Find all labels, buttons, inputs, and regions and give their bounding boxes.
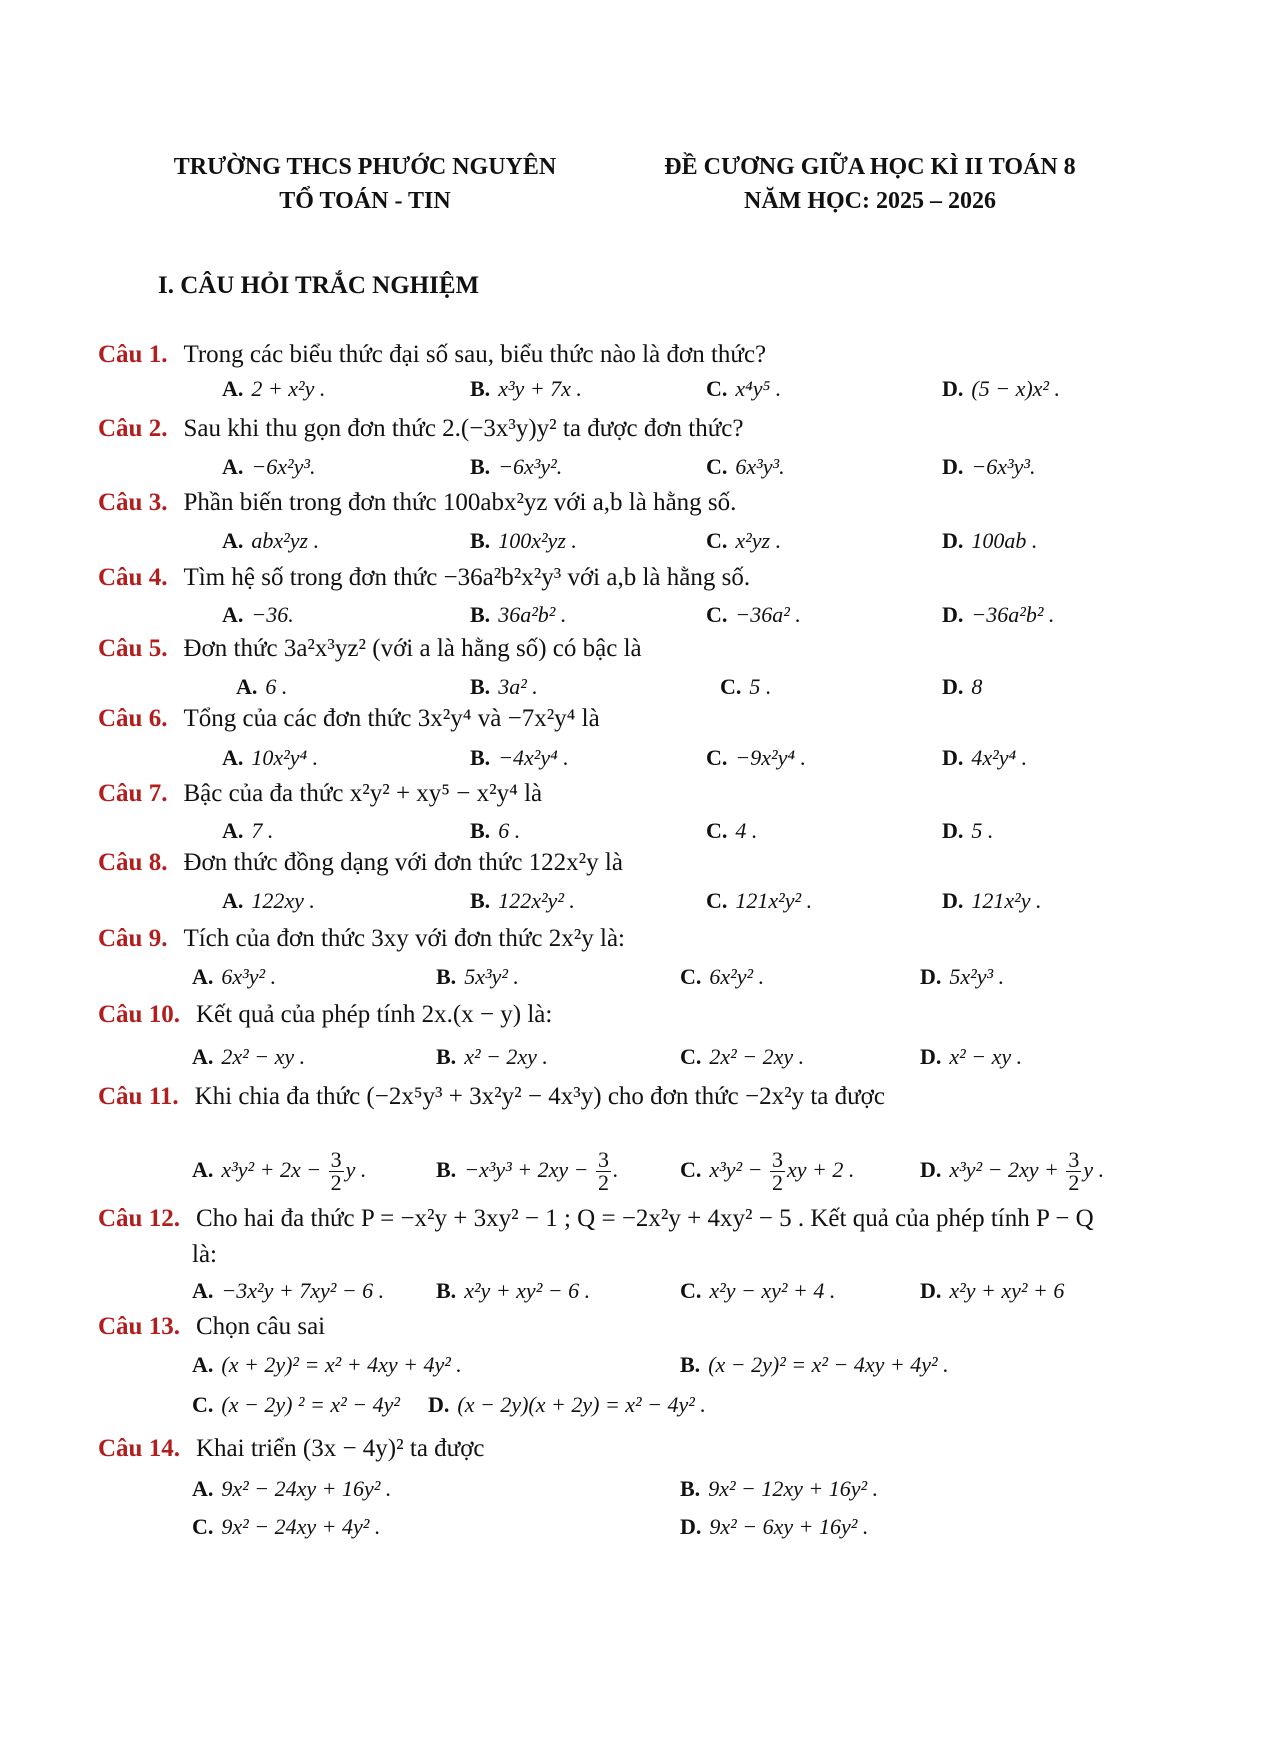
document-header <box>625 150 1115 218</box>
option-b: B. 5x³y² . <box>436 964 519 989</box>
option-b: B. x³y + 7x . <box>470 376 582 401</box>
fraction: $\frac{3}{2}$ <box>330 1147 342 1196</box>
question-13-options-row1 <box>192 1348 1192 1382</box>
option-c: C. 5 . <box>720 674 772 699</box>
option-c: C. 9x² − 24xy + 4y² . <box>192 1514 381 1539</box>
option-c: C. x²yz . <box>706 528 782 553</box>
question-text: Cho hai đa thức P = −x²y + 3xy² − 1 ; Q = −2x²y + 4xy² − 5 . Kết quả của phép tính P − Q <box>195 1205 1094 1232</box>
option-d: D. −36a²b² . <box>942 602 1055 627</box>
question-1 <box>98 338 1216 372</box>
question-text: Bậc của đa thức x²y² + xy⁵ − x²y⁴ là <box>183 780 543 807</box>
question-5 <box>98 632 1216 666</box>
option-d: D. x³y² − 2xy + $\frac{3}{2}$ y . <box>920 1147 1105 1196</box>
question-2 <box>98 412 1216 446</box>
fraction: $\frac{3}{2}$ <box>1068 1147 1080 1196</box>
question-text: Khai triển (3x − 4y)² ta được <box>195 1435 485 1462</box>
department-name: TỔ TOÁN - TIN <box>279 188 451 214</box>
option-d: D. x²y + xy² + 6 <box>920 1278 1065 1303</box>
question-text: Phần biến trong đơn thức 100abx²yz với a,b là hằng số. <box>183 489 737 516</box>
question-label: Câu 3. <box>98 489 168 516</box>
option-a: A. 9x² − 24xy + 16y² . <box>192 1476 392 1501</box>
question-4 <box>98 561 1216 595</box>
question-label: Câu 8. <box>98 849 168 876</box>
question-text: Tổng của các đơn thức 3x²y⁴ và −7x²y⁴ là <box>183 705 600 732</box>
option-a: A. (x + 2y)² = x² + 4xy + 4y² . <box>192 1352 462 1377</box>
question-label: Câu 10. <box>98 1001 180 1028</box>
option-d: D. 5x²y³ . <box>920 964 1005 989</box>
question-9-options <box>192 960 1172 994</box>
option-a: A. 7 . <box>222 818 274 843</box>
question-14-options-row2 <box>192 1510 1192 1544</box>
question-text: Tìm hệ số trong đơn thức −36a²b²x²y³ với a,b là hằng số. <box>183 564 751 591</box>
question-label: Câu 1. <box>98 341 168 368</box>
question-label: Câu 5. <box>98 635 168 662</box>
question-9 <box>98 922 1216 956</box>
school-header <box>130 150 600 218</box>
option-a: A. −6x²y³. <box>222 454 316 479</box>
question-text: Đơn thức đồng dạng với đơn thức 122x²y là <box>183 849 623 876</box>
question-label: Câu 4. <box>98 564 168 591</box>
question-12-options <box>192 1274 1192 1308</box>
question-label: Câu 2. <box>98 415 168 442</box>
question-6-options <box>222 741 1182 775</box>
question-3-options <box>222 524 1182 558</box>
question-label: Câu 13. <box>98 1313 180 1340</box>
option-c: C. 121x²y² . <box>706 888 813 913</box>
school-year: NĂM HỌC: 2025 – 2026 <box>744 188 996 214</box>
option-d: D. 121x²y . <box>942 888 1042 913</box>
section-title: I. CÂU HỎI TRẮC NGHIỆM <box>158 272 480 299</box>
option-b: B. 3a² . <box>470 674 538 699</box>
option-d: D. (x − 2y)(x + 2y) = x² − 4y² . <box>428 1392 706 1417</box>
question-13-options-row2 <box>192 1388 1192 1422</box>
question-label: Câu 7. <box>98 780 168 807</box>
question-label: Câu 9. <box>98 925 168 952</box>
question-text: Chọn câu sai <box>195 1313 326 1340</box>
question-text: Trong các biểu thức đại số sau, biểu thức nào là đơn thức? <box>183 341 767 368</box>
option-b: B. (x − 2y)² = x² − 4xy + 4y² . <box>680 1352 949 1377</box>
option-a: A. 6x³y² . <box>192 964 277 989</box>
option-b: B. 122x²y² . <box>470 888 575 913</box>
option-a: A. 2x² − xy . <box>192 1044 306 1069</box>
option-a: A. abx²yz . <box>222 528 320 553</box>
option-b: B. −x³y³ + 2xy − $\frac{3}{2}$ . <box>436 1147 619 1196</box>
question-12-continuation: là: <box>192 1241 217 1268</box>
question-text: Tích của đơn thức 3xy với đơn thức 2x²y là: <box>183 925 625 952</box>
option-c: C. (x − 2y) ² = x² − 4y² <box>192 1392 400 1417</box>
question-14-options-row1 <box>192 1472 1192 1506</box>
option-c: C. 6x³y³. <box>706 454 785 479</box>
option-b: B. −4x²y⁴ . <box>470 745 569 770</box>
option-c: C. x⁴y⁵ . <box>706 376 782 401</box>
question-label: Câu 14. <box>98 1435 180 1462</box>
question-text: Đơn thức 3a²x³yz² (với a là hằng số) có bậc là <box>183 635 642 662</box>
option-a: A. x³y² + 2x − $\frac{3}{2}$ y . <box>192 1147 367 1196</box>
option-a: A. 6 . <box>236 674 288 699</box>
question-label: Câu 12. <box>98 1205 180 1232</box>
question-11-options <box>192 1140 1192 1200</box>
question-label: Câu 6. <box>98 705 168 732</box>
question-10-options <box>192 1040 1172 1074</box>
option-c: C. 2x² − 2xy . <box>680 1044 805 1069</box>
question-6 <box>98 702 1216 736</box>
option-d: D. (5 − x)x² . <box>942 376 1061 401</box>
document-title: ĐỀ CƯƠNG GIỮA HỌC KÌ II TOÁN 8 <box>664 154 1076 180</box>
option-a: A. −36. <box>222 602 294 627</box>
question-text: Sau khi thu gọn đơn thức 2.(−3x³y)y² ta được đơn thức? <box>183 415 744 442</box>
option-d: D. x² − xy . <box>920 1044 1023 1069</box>
school-name: TRƯỜNG THCS PHƯỚC NGUYÊN <box>173 154 557 180</box>
option-d: D. 5 . <box>942 818 994 843</box>
option-d: D. 9x² − 6xy + 16y² . <box>680 1514 869 1539</box>
option-b: B. 9x² − 12xy + 16y² . <box>680 1476 879 1501</box>
option-c: C. x³y² − $\frac{3}{2}$ xy + 2 . <box>680 1147 855 1196</box>
option-d: D. −6x³y³. <box>942 454 1036 479</box>
option-b: B. −6x³y². <box>470 454 563 479</box>
fraction: $\frac{3}{2}$ <box>597 1147 609 1196</box>
question-3 <box>98 486 1216 520</box>
option-c: C. 6x²y² . <box>680 964 765 989</box>
option-d: D. 100ab . <box>942 528 1038 553</box>
question-text: Kết quả của phép tính 2x.(x − y) là: <box>195 1001 553 1028</box>
option-b: B. 36a²b² . <box>470 602 567 627</box>
option-d: D. 4x²y⁴ . <box>942 745 1028 770</box>
question-4-options <box>222 598 1182 632</box>
question-8 <box>98 846 1216 880</box>
option-c: C. x²y − xy² + 4 . <box>680 1278 836 1303</box>
question-11 <box>98 1080 1216 1114</box>
fraction: $\frac{3}{2}$ <box>771 1147 783 1196</box>
question-14 <box>98 1432 1216 1466</box>
option-c: C. −36a² . <box>706 602 801 627</box>
question-label: Câu 11. <box>98 1083 179 1110</box>
question-12 <box>98 1202 1216 1236</box>
question-1-options <box>222 372 1182 406</box>
question-8-options <box>222 884 1182 918</box>
question-10 <box>98 998 1216 1032</box>
question-13 <box>98 1310 1216 1344</box>
option-c: C. −9x²y⁴ . <box>706 745 807 770</box>
question-text: Khi chia đa thức (−2x⁵y³ + 3x²y² − 4x³y) cho đơn thức −2x²y ta được <box>194 1083 885 1110</box>
option-c: C. 4 . <box>706 818 758 843</box>
question-7-options <box>222 814 1182 848</box>
option-b: B. 100x²yz . <box>470 528 577 553</box>
option-b: B. x² − 2xy . <box>436 1044 548 1069</box>
option-a: A. 122xy . <box>222 888 315 913</box>
option-a: A. −3x²y + 7xy² − 6 . <box>192 1278 385 1303</box>
option-a: A. 10x²y⁴ . <box>222 745 319 770</box>
question-7 <box>98 777 1216 811</box>
option-d: D. 8 <box>942 674 983 699</box>
question-2-options <box>222 450 1182 484</box>
option-b: B. 6 . <box>470 818 521 843</box>
option-a: A. 2 + x²y . <box>222 376 326 401</box>
question-5-options <box>236 670 1196 704</box>
option-b: B. x²y + xy² − 6 . <box>436 1278 591 1303</box>
